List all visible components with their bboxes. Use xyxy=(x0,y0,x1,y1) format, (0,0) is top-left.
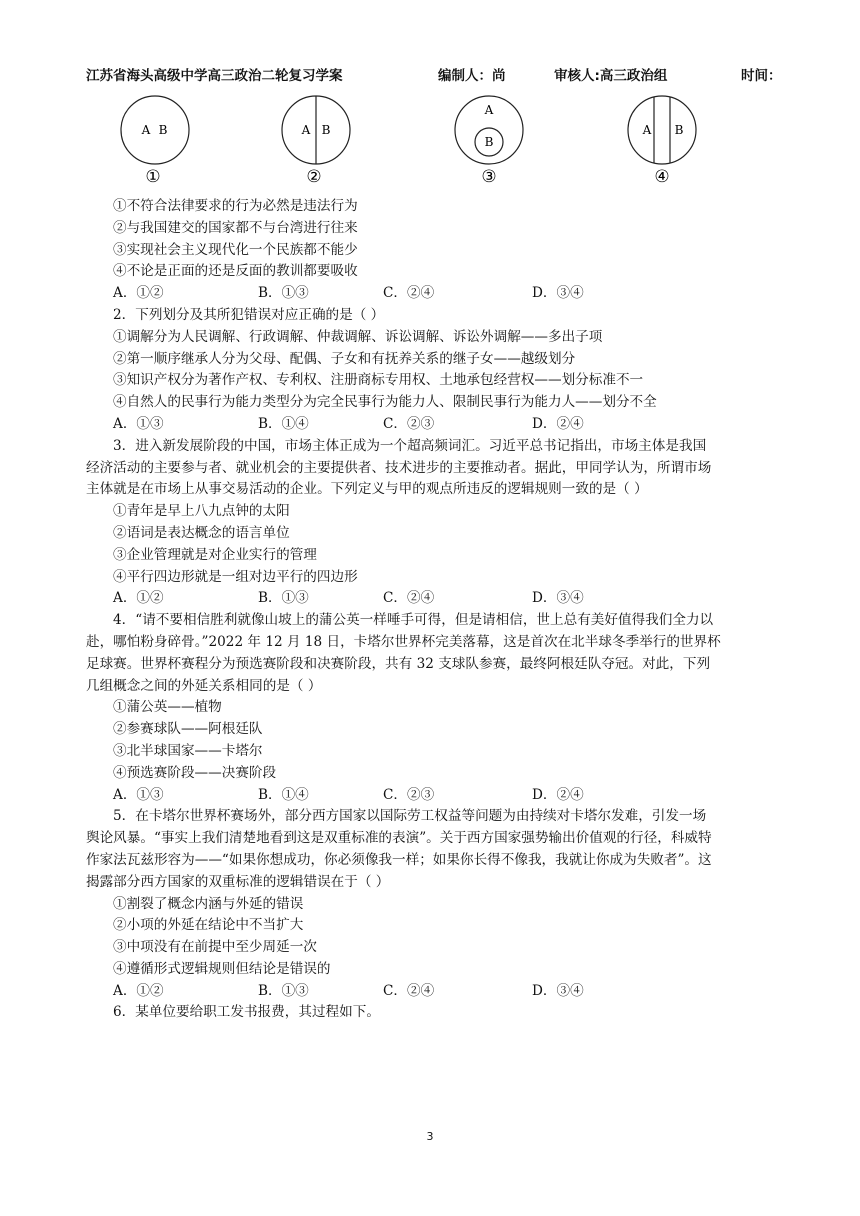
diagram-3-b: B xyxy=(484,135,494,149)
q5-stem-line-1: 5．在卡塔尔世界杯赛场外，部分西方国家以国际劳工权益等问题为由持续对卡塔尔发难，引发一场 xyxy=(113,808,707,825)
q1-item-4: ④不论是正面的还是反面的教训都要吸收 xyxy=(113,263,358,280)
q3-stem-line-1: 3．进入新发展阶段的中国，市场主体正成为一个超高频词汇。习近平总书记指出，市场主体是我国 xyxy=(113,437,707,454)
q1-option-c[interactable]: C．②④ xyxy=(383,285,435,302)
diagram-4-figure xyxy=(622,92,702,192)
q5-stem-line-2: 舆论风暴。“事实上我们清楚地看到这是双重标准的表演”。关于西方国家强势输出价值观的行径，科威特 xyxy=(86,830,712,847)
question-3 xyxy=(86,436,786,610)
time-label: 时间： xyxy=(741,68,782,84)
q5-item-2: ②小项的外延在结论中不当扩大 xyxy=(113,917,304,934)
page-number: 3 xyxy=(426,1130,434,1143)
diagram-2-label: ② xyxy=(306,167,322,187)
q4-item-4: ④预选赛阶段——决赛阶段 xyxy=(113,764,277,781)
q4-stem-line-1: 4．“请不要相信胜利就像山坡上的蒲公英一样唾手可得，但是请相信，世上总有美好值得我们全力以 xyxy=(113,612,714,629)
q1-item-2: ②与我国建交的国家都不与台湾进行往来 xyxy=(113,219,358,236)
page-header xyxy=(86,64,786,84)
q3-item-3: ③企业管理就是对企业实行的管理 xyxy=(113,546,317,563)
diagram-3 xyxy=(449,92,529,192)
diagram-4-b: B xyxy=(674,123,684,137)
editor-label: 编制人：尚 xyxy=(438,68,506,84)
q2-stem: 2．下列划分及其所犯错误对应正确的是（ ） xyxy=(113,306,385,323)
q1-item-3: ③实现社会主义现代化一个民族都不能少 xyxy=(113,241,358,258)
q4-option-d[interactable]: D．②④ xyxy=(532,786,584,803)
q2-item-3: ③知识产权分为著作产权、专利权、注册商标专用权、土地承包经营权——划分标准不一 xyxy=(113,372,644,389)
q4-option-c[interactable]: C．②③ xyxy=(383,786,435,803)
q3-option-d[interactable]: D．③④ xyxy=(532,590,584,607)
diagram-2-b: B xyxy=(321,123,331,137)
q4-option-b[interactable]: B．①④ xyxy=(258,786,309,803)
q1-options xyxy=(86,283,786,305)
q4-stem-line-3: 足球赛。世界杯赛程分为预选赛阶段和决赛阶段，共有 32 支球队参赛，最终阿根廷队夺冠。对此，下列 xyxy=(86,655,711,672)
q5-option-d[interactable]: D．③④ xyxy=(532,982,584,999)
q4-stem-line-4: 几组概念之间的外延关系相同的是（ ） xyxy=(86,677,322,694)
q2-item-2: ②第一顺序继承人分为父母、配偶、子女和有抚养关系的继子女——越级划分 xyxy=(113,350,576,367)
q2-option-b[interactable]: B．①④ xyxy=(258,415,309,432)
diagram-2-a: A xyxy=(301,123,311,137)
diagram-1-label: ① xyxy=(145,167,161,187)
reviewer-label: 审核人:高三政治组 xyxy=(554,68,668,84)
q3-option-b[interactable]: B．①③ xyxy=(258,590,309,607)
question-5 xyxy=(86,806,786,1002)
diagram-2-figure xyxy=(276,92,356,192)
q5-option-a[interactable]: A．①② xyxy=(113,982,164,999)
q4-options xyxy=(86,785,786,807)
diagram-1 xyxy=(115,92,195,192)
q3-item-4: ④平行四边形就是一组对边平行的四边形 xyxy=(113,568,358,585)
q5-stem-line-4: 揭露部分西方国家的双重标准的逻辑错误在于（ ） xyxy=(86,873,390,890)
diagram-3-figure xyxy=(449,92,529,192)
diagram-1-figure xyxy=(115,92,195,192)
q5-item-1: ①割裂了概念内涵与外延的错误 xyxy=(113,895,304,912)
q4-option-a[interactable]: A．①③ xyxy=(113,786,164,803)
q4-item-2: ②参赛球队——阿根廷队 xyxy=(113,721,263,738)
diagram-4 xyxy=(622,92,702,192)
question-2 xyxy=(86,305,786,436)
question-1 xyxy=(86,196,786,305)
q2-option-d[interactable]: D．②④ xyxy=(532,415,584,432)
q3-option-a[interactable]: A．①② xyxy=(113,590,164,607)
q5-stem-line-3: 作家法瓦兹形容为——“如果你想成功，你必须像我一样；如果你长得不像我，我就让你成为失败者”。这 xyxy=(86,851,712,868)
q2-item-4: ④自然人的民事行为能力类型分为完全民事行为能力人、限制民事行为能力人——划分不全 xyxy=(113,394,657,411)
q4-item-3: ③北半球国家——卡塔尔 xyxy=(113,742,263,759)
diagram-1-b: B xyxy=(158,123,168,137)
q3-options xyxy=(86,588,786,610)
diagram-3-label: ③ xyxy=(481,167,497,187)
q5-option-b[interactable]: B．①③ xyxy=(258,982,309,999)
q5-options xyxy=(86,981,786,1003)
question-6 xyxy=(86,1002,786,1024)
school-title: 江苏省海头高级中学高三政治二轮复习学案 xyxy=(86,68,343,84)
q1-option-b[interactable]: B．①③ xyxy=(258,285,309,302)
q3-item-1: ①青年是早上八九点钟的太阳 xyxy=(113,503,290,520)
q4-stem-line-2: 赴，哪怕粉身碎骨。”2022 年 12 月 18 日，卡塔尔世界杯完美落幕，这是首次在北半球冬季举行的世界杯 xyxy=(86,633,721,650)
q6-stem: 6．某单位要给职工发书报费，其过程如下。 xyxy=(113,1004,380,1021)
q3-option-c[interactable]: C．②④ xyxy=(383,590,435,607)
q5-item-4: ④遵循形式逻辑规则但结论是错误的 xyxy=(113,960,331,977)
venn-diagrams xyxy=(0,92,860,192)
diagram-4-a: A xyxy=(642,123,652,137)
q3-stem-line-3: 主体就是在市场上从事交易活动的企业。下列定义与甲的观点所违反的逻辑规则一致的是（ ） xyxy=(86,481,648,498)
q1-item-1: ①不符合法律要求的行为必然是违法行为 xyxy=(113,198,358,214)
q2-option-a[interactable]: A．①③ xyxy=(113,415,164,432)
q1-option-a[interactable]: A．①② xyxy=(113,285,164,302)
question-4 xyxy=(86,610,786,806)
q5-item-3: ③中项没有在前提中至少周延一次 xyxy=(113,939,317,956)
q2-options xyxy=(86,414,786,436)
diagram-3-a: A xyxy=(484,103,494,117)
q5-option-c[interactable]: C．②④ xyxy=(383,982,435,999)
question-content xyxy=(86,196,786,1024)
q4-item-1: ①蒲公英——植物 xyxy=(113,699,222,716)
diagram-2 xyxy=(276,92,356,192)
diagram-1-a: A xyxy=(141,123,151,137)
q3-stem-line-2: 经济活动的主要参与者、就业机会的主要提供者、技术进步的主要推动者。据此，甲同学认为，所谓市场 xyxy=(86,459,712,476)
q2-item-1: ①调解分为人民调解、行政调解、仲裁调解、诉讼调解、诉讼外调解——多出子项 xyxy=(113,328,603,345)
q3-item-2: ②语词是表达概念的语言单位 xyxy=(113,524,290,541)
q2-option-c[interactable]: C．②③ xyxy=(383,415,435,432)
q1-option-d[interactable]: D．③④ xyxy=(532,285,584,302)
diagram-4-label: ④ xyxy=(654,167,670,187)
